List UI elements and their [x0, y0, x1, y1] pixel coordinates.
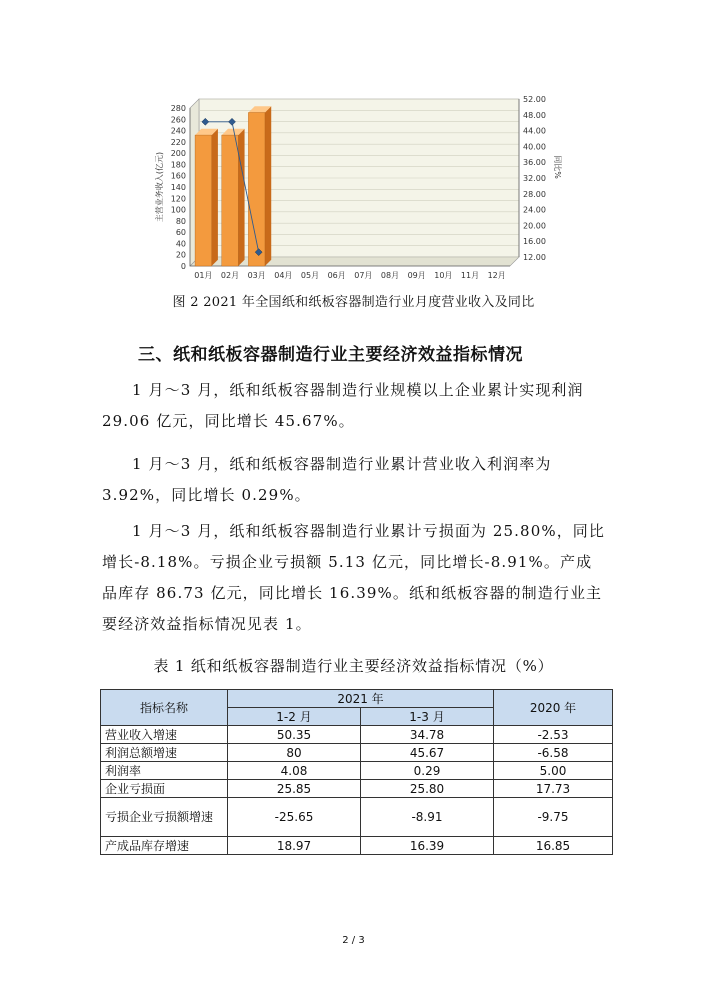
y-tick-label: 200	[170, 149, 186, 159]
figure-caption: 图 2 2021 年全国纸和纸板容器制造行业月度营业收入及同比	[172, 295, 535, 310]
header-jan-mar: 1-3 月	[361, 708, 494, 726]
x-tick-label: 11月	[460, 271, 480, 280]
y-tick-label: 40	[175, 239, 186, 249]
page-number: 2 / 3	[342, 935, 365, 946]
row-value-2020: -2.53	[494, 726, 613, 744]
row-value-jan-mar: 25.80	[361, 780, 494, 798]
row-value-2020: 16.85	[494, 837, 613, 855]
chart-bars	[195, 106, 271, 266]
bar	[248, 106, 271, 266]
y-tick-label: 20	[175, 250, 186, 260]
y2-axis-title: 同比%	[553, 155, 562, 179]
y2-tick-label: 24.00	[523, 205, 546, 215]
x-tick-label: 06月	[327, 271, 346, 280]
x-tick-label: 05月	[300, 271, 320, 280]
y2-tick-label: 12.00	[523, 253, 546, 262]
y-tick-label: 100	[170, 205, 186, 215]
row-value-2020: 17.73	[494, 780, 613, 798]
x-tick-label: 08月	[380, 271, 400, 280]
row-value-jan-feb: 25.85	[228, 780, 361, 798]
y2-tick-label: 52.00	[523, 96, 546, 104]
bar	[195, 129, 218, 266]
y2-tick-label: 44.00	[523, 126, 546, 136]
y-tick-label: 220	[170, 137, 186, 147]
bar-front	[195, 135, 212, 266]
paragraph-margin: 1 月～3 月，纸和纸板容器制造行业累计营业收入利润率为 3.92%，同比增长 0.29%。	[102, 455, 552, 504]
x-tick-label: 02月	[220, 271, 240, 280]
y2-tick-label: 36.00	[523, 158, 546, 168]
x-tick-label: 12月	[487, 271, 506, 280]
row-value-jan-mar: -8.91	[361, 798, 494, 837]
row-name: 利润率	[101, 762, 228, 780]
row-value-jan-mar: 34.78	[361, 726, 494, 744]
row-value-2020: 5.00	[494, 762, 613, 780]
bar-front	[222, 135, 239, 266]
y-tick-label: 280	[170, 104, 186, 113]
bar	[222, 129, 245, 266]
y-axis-title: 主营业务收入(亿元)	[155, 151, 164, 223]
y-tick-label: 240	[170, 126, 186, 136]
x-tick-label: 09月	[407, 271, 426, 280]
row-value-jan-feb: 80	[228, 744, 361, 762]
y2-tick-label: 40.00	[523, 142, 546, 152]
header-2021: 2021 年	[228, 690, 494, 708]
y2-tick-label: 28.00	[523, 189, 546, 199]
x-tick-label: 04月	[274, 271, 293, 280]
y2-tick-label: 48.00	[523, 110, 546, 120]
row-name: 营业收入增速	[101, 726, 228, 744]
y2-tick-label: 32.00	[523, 174, 546, 183]
indicators-table	[100, 689, 613, 855]
y-tick-label: 140	[170, 183, 186, 192]
bar-side	[265, 106, 271, 266]
row-value-jan-feb: 18.97	[228, 837, 361, 855]
header-2020: 2020 年	[494, 690, 613, 726]
header-jan-feb: 1-2 月	[228, 708, 361, 726]
paragraph-profit: 1 月～3 月，纸和纸板容器制造行业规模以上企业累计实现利润 29.06 亿元，同比增长 45.67%。	[102, 381, 584, 430]
bar-side	[238, 129, 244, 266]
table-row	[101, 762, 613, 780]
table-row	[101, 726, 613, 744]
y-tick-label: 160	[170, 171, 186, 181]
y-tick-label: 60	[175, 228, 186, 238]
bar-side	[212, 129, 218, 266]
y-tick-label: 120	[170, 194, 186, 204]
y-tick-label: 260	[170, 115, 186, 125]
y-tick-label: 80	[175, 216, 186, 226]
x-tick-label: 07月	[354, 271, 373, 280]
paragraph-loss: 1 月～3 月，纸和纸板容器制造行业累计亏损面为 25.80%，同比增长-8.18%。亏损企业亏损额 5.13 亿元，同比增长-8.91%。产成品库存 86.73 亿元，同比增长 16.39%。纸和纸板容器的制造行业主要经济效益指标情况见表 1。	[102, 522, 605, 633]
row-value-2020: -9.75	[494, 798, 613, 837]
row-value-2020: -6.58	[494, 744, 613, 762]
x-tick-label: 03月	[247, 271, 266, 280]
x-tick-label: 01月	[194, 271, 213, 280]
row-value-jan-mar: 16.39	[361, 837, 494, 855]
row-name: 亏损企业亏损额增速	[101, 798, 228, 837]
header-indicator-name: 指标名称	[101, 690, 228, 726]
row-value-jan-mar: 0.29	[361, 762, 494, 780]
y-tick-label: 0	[180, 262, 186, 271]
row-value-jan-feb: 4.08	[228, 762, 361, 780]
table-row	[101, 744, 613, 762]
row-value-jan-mar: 45.67	[361, 744, 494, 762]
table-title: 表 1 纸和纸板容器制造行业主要经济效益指标情况（%）	[153, 657, 554, 675]
row-value-jan-feb: -25.65	[228, 798, 361, 837]
row-name: 产成品库存增速	[101, 837, 228, 855]
row-value-jan-feb: 50.35	[228, 726, 361, 744]
table-row	[101, 798, 613, 837]
row-name: 企业亏损面	[101, 780, 228, 798]
y2-tick-label: 16.00	[523, 237, 546, 247]
table-row	[101, 837, 613, 855]
y-tick-label: 180	[170, 160, 186, 170]
y2-tick-label: 20.00	[523, 221, 546, 231]
x-tick-label: 10月	[434, 271, 453, 280]
table-row	[101, 780, 613, 798]
row-name: 利润总额增速	[101, 744, 228, 762]
table-header-row	[101, 690, 613, 708]
revenue-chart	[140, 96, 580, 292]
section-heading: 三、纸和纸板容器制造行业主要经济效益指标情况	[138, 345, 523, 365]
